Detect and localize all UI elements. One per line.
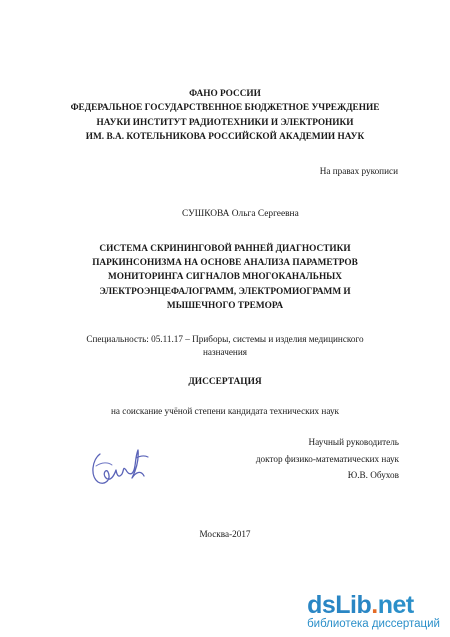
- header-line-3: НАУКИ ИНСТИТУТ РАДИОТЕХНИКИ И ЭЛЕКТРОНИКИ: [96, 117, 354, 128]
- title-line-1: СИСТЕМА СКРИНИНГОВОЙ РАННЕЙ ДИАГНОСТИКИ: [99, 244, 351, 254]
- dslib-logo: [307, 592, 440, 618]
- logo-part-net: net: [377, 591, 414, 619]
- supervisor-degree: доктор физико-математических наук: [255, 454, 399, 464]
- supervisor-name: Ю.В. Обухов: [347, 470, 399, 480]
- logo-part-dslib: dsLib: [307, 591, 372, 619]
- header-line-2: ФЕДЕРАЛЬНОЕ ГОСУДАРСТВЕННОЕ БЮДЖЕТНОЕ УЧРЕЖДЕНИЕ: [70, 103, 380, 114]
- place-year: Москва-2017: [199, 529, 251, 539]
- handwritten-signature: [86, 436, 152, 492]
- manuscript-rights: На правах рукописи: [319, 166, 398, 176]
- supervisor-role: Научный руководитель: [308, 437, 399, 447]
- header-line-1: ФАНО РОССИИ: [189, 89, 261, 99]
- dslib-watermark[interactable]: [307, 592, 440, 631]
- header-line-4: ИМ. В.А. КОТЕЛЬНИКОВА РОССИЙСКОЙ АКАДЕМИИ НАУК: [85, 132, 365, 143]
- degree-line: на соискание учёной степени кандидата технических наук: [110, 406, 340, 416]
- logo-part-dot: .: [371, 591, 378, 619]
- document-type: ДИССЕРТАЦИЯ: [188, 377, 262, 387]
- organization-header: [0, 87, 450, 145]
- title-line-4: ЭЛЕКТРОЭНЦЕФАЛОГРАММ, ЭЛЕКТРОМИОГРАММ И: [99, 286, 351, 297]
- title-line-5: МЫШЕЧНОГО ТРЕМОРА: [166, 300, 284, 311]
- specialty-line-2: назначения: [202, 347, 247, 357]
- title-line-3: МОНИТОРИНГА СИГНАЛОВ МНОГОКАНАЛЬНЫХ: [107, 272, 343, 283]
- title-line-2: ПАРКИНСОНИЗМА НА ОСНОВЕ АНАЛИЗА ПАРАМЕТРОВ: [92, 258, 358, 269]
- author-name: СУШКОВА Ольга Сергеевна: [182, 209, 299, 219]
- dslib-subtitle: библиотека диссертаций: [307, 618, 440, 630]
- dissertation-title: [0, 242, 450, 313]
- specialty-line-1: Специальность: 05.11.17 – Приборы, системы и изделия медицинского: [86, 334, 364, 344]
- specialty: [0, 333, 450, 359]
